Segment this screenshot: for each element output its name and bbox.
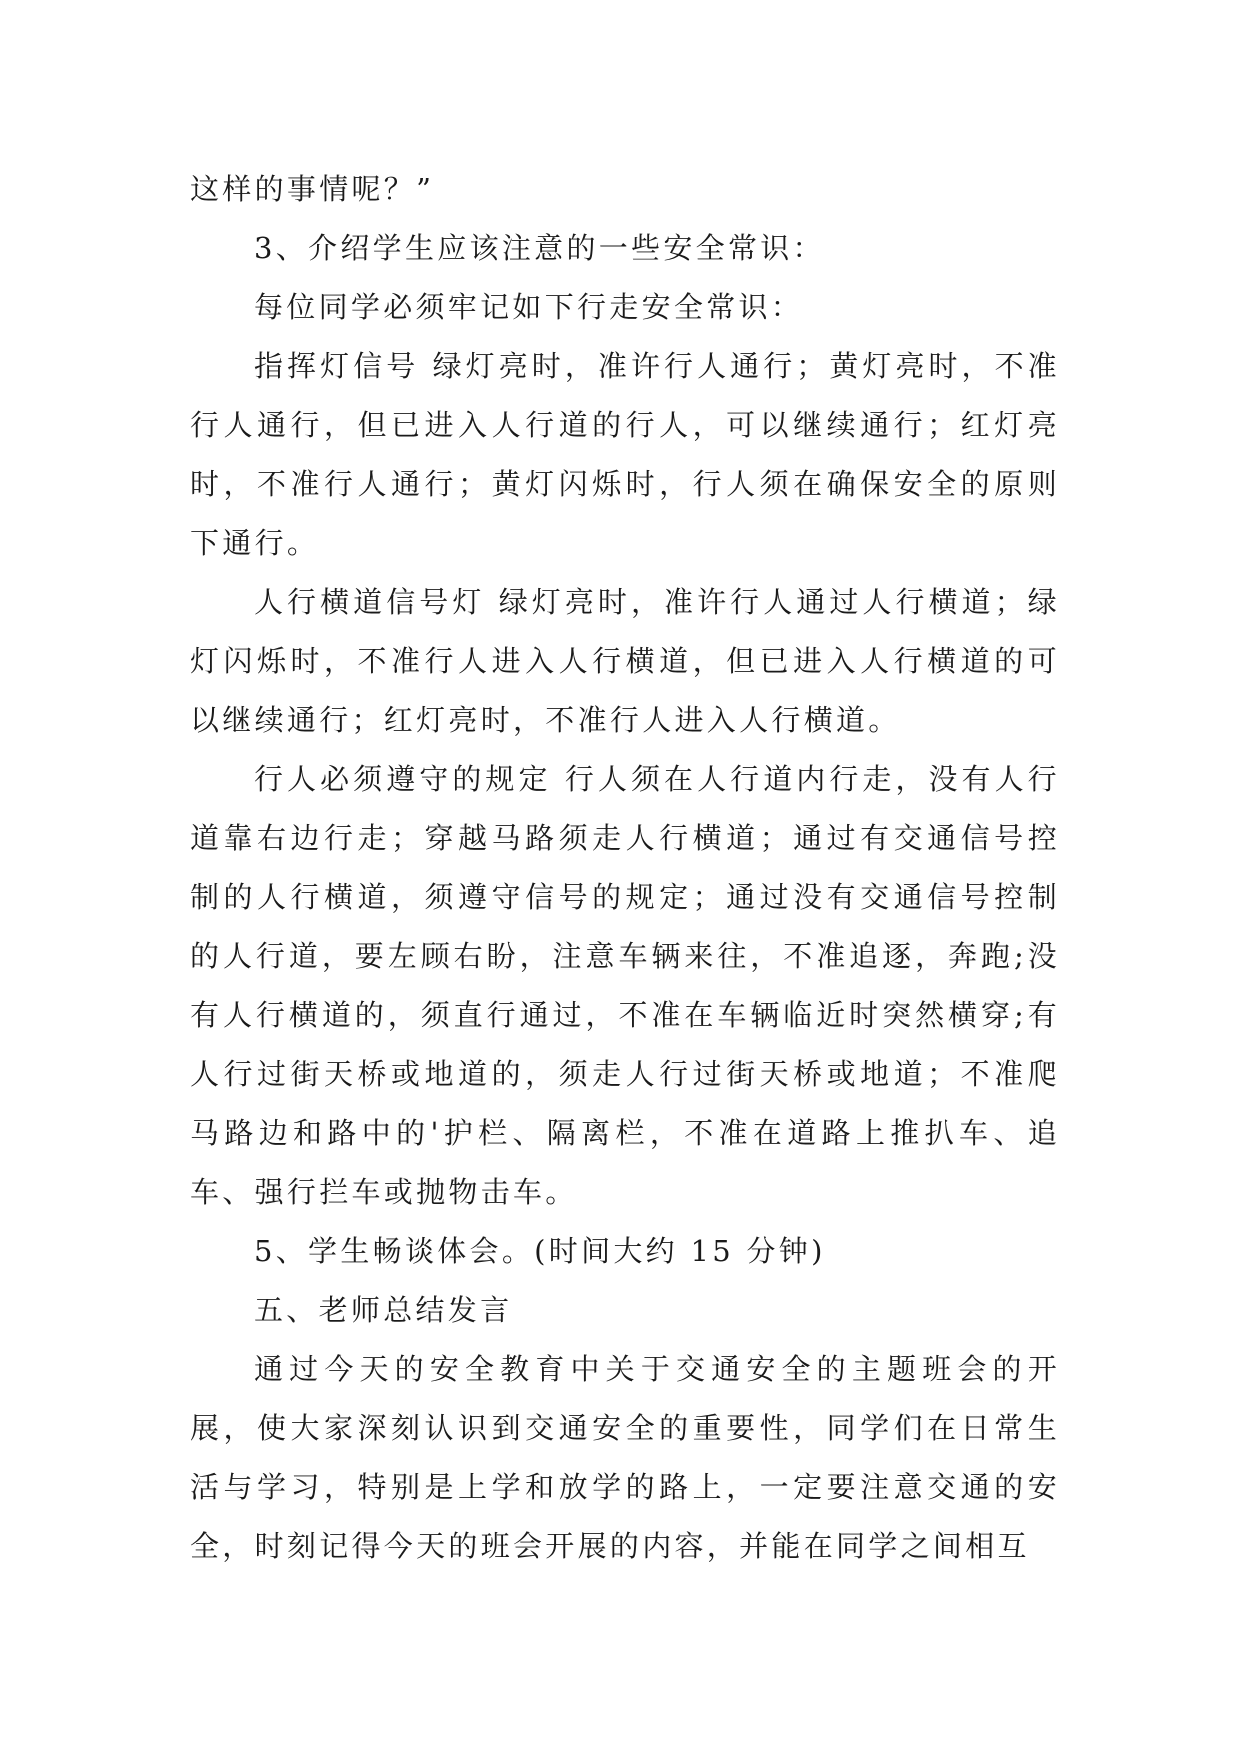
paragraph-section-5-heading: 5、学生畅谈体会。(时间大约 15 分钟) <box>254 1234 826 1268</box>
paragraph-teacher-summary: 通过今天的安全教育中关于交通安全的主题班会的开展，使大家深刻认识到交通安全的重要性，同学们在日常生活与学习，特别是上学和放学的路上，一定要注意交通的安全，时刻记得今天的班会开展的内容，并能在同学之间相互 <box>190 1352 1060 1563</box>
paragraph-continuation: 这样的事情呢？” <box>190 172 435 206</box>
paragraph-section-five-heading: 五、老师总结发言 <box>254 1293 513 1327</box>
paragraph-signal-lights: 指挥灯信号 绿灯亮时，准许行人通行；黄灯亮时，不准行人通行，但已进入人行道的行人，可以继续通行；红灯亮时，不准行人通行；黄灯闪烁时，行人须在确保安全的原则下通行。 <box>190 349 1060 560</box>
paragraph-section-3-heading: 3、介绍学生应该注意的一些安全常识： <box>254 231 825 265</box>
paragraph-safety-intro: 每位同学必须牢记如下行走安全常识： <box>254 290 804 324</box>
paragraph-pedestrian-rules: 行人必须遵守的规定 行人须在人行道内行走，没有人行道靠右边行走；穿越马路须走人行横道；通过有交通信号控制的人行横道，须遵守信号的规定；通过没有交通信号控制的人行道，要左顾右盼，注意车辆来往，不准追逐，奔跑;没有人行横道的，须直行通过，不准在车辆临近时突然横穿;有人行过街天桥或地道的，须走人行过街天桥或地道；不准爬马路边和路中的'护栏、隔离栏，不准在道路上推扒车、追车、强行拦车或抛物击车。 <box>190 762 1060 1209</box>
paragraph-crosswalk-lights: 人行横道信号灯 绿灯亮时，准许行人通过人行横道；绿灯闪烁时，不准行人进入人行横道，但已进入人行横道的可以继续通行；红灯亮时，不准行人进入人行横道。 <box>190 585 1060 737</box>
document-body <box>190 160 1060 1576</box>
